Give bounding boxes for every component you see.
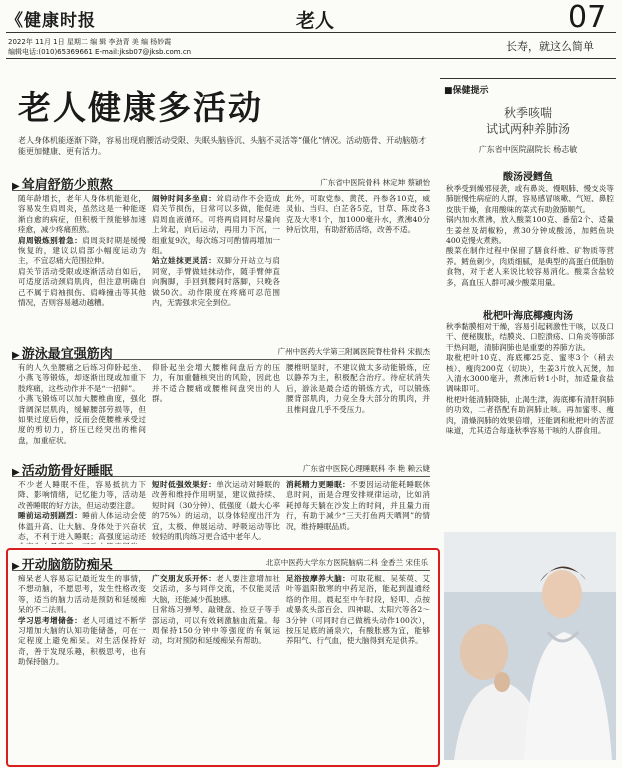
recipe-1-title: 酸汤浸鳕鱼 xyxy=(503,172,553,183)
sidebar-byline: 广东省中医院副院长 杨志敏 xyxy=(478,145,578,154)
triangle-icon: ▶ xyxy=(12,467,20,478)
s1-col1-text: 随年龄增长，老年人身体机能退化，容易发生肩周炎，虽然这是一种能逐渐自愈的病症，但积极干预能够加速痊愈，减少疼痛煎熬。 xyxy=(18,194,146,235)
section-title-3-text: 活动筋骨好睡眠 xyxy=(21,464,113,479)
masthead-logo: 《健康时报 xyxy=(6,11,96,31)
sidebar-heading-text: 保健提示 xyxy=(452,86,489,96)
lead-paragraph: 老人身体机能逐渐下降，容易出现肩腰活动受限、失眠头脑昏沉、头脑不灵活等“僵化”情况。活动筋骨、开动脑筋才能更加健康、更有活力。 xyxy=(18,136,427,156)
square-icon: ■ xyxy=(444,86,453,96)
section-4-col-2 xyxy=(152,574,280,758)
s1-col1b-label: 肩周锻炼别着急： xyxy=(18,235,83,245)
recipe-2-body xyxy=(446,322,614,528)
caregiver-elderly-photo xyxy=(444,532,616,760)
s3-col1b-label: 睡前运动别剧烈： xyxy=(18,511,83,521)
date-line: 2022年 11月 1日 星期二 编 辑 李劲青 美 编 杨妙霞 xyxy=(8,38,172,46)
s4-col2-label: 广交朋友乐开怀： xyxy=(152,574,217,583)
s1-col2b-text: 双脚分开站立与肩同宽，手臂做娃抹动作，随手臂伸直向胸脚，手回到腰间时落脚，只晚各做50次。动作限度在疼痛可忍范围内，无需强求完全到位。 xyxy=(152,256,280,308)
masthead-divider xyxy=(6,32,616,33)
section-4-col-1 xyxy=(18,574,146,758)
s1-col3-text: 此外，可取党参、黄芪、丹参各10克，威灵仙、当归、白芷各5克，甘草、陈皮各3克及大枣1个，加1000毫升水，煮沸40分钟后饮用，有助舒筋活络，改善不适。 xyxy=(286,194,430,235)
section-rule-3 xyxy=(12,476,430,477)
section-rule-1 xyxy=(12,190,430,191)
triangle-icon: ▶ xyxy=(12,181,20,192)
sidebar-top-rule xyxy=(440,78,616,79)
s1-col2-text: 耸肩动作不会造成肩关节损伤，日常可以多做，能促进肩周血液循环。可将两肩同时尽量向上耸起，向后运动，再用力下沉，一组重复9次，每次练习可酌情再增加一组。 xyxy=(152,194,280,256)
section-rule-4 xyxy=(12,570,430,571)
triangle-icon: ▶ xyxy=(12,350,20,361)
meta-divider xyxy=(6,58,616,59)
page-number: 07 xyxy=(568,0,607,35)
recipe-1-text3: 酸菜在制作过程中保留了膳食纤维、矿物质等营养。鳕鱼刺少，肉质细腻，是典型的高蛋白低脂肪食物，对于老人来说比较容易消化。酸菜含盐较多，高血压人群可减少酸菜用量。 xyxy=(446,246,614,287)
s4-col1-text: 痴呆老人容易忘记最近发生的事情，不想动脑，不愿思考，发生性格改变等，适当的脑力活动是预防和延缓痴呆的不二法则。 xyxy=(18,574,146,615)
s3-col2-label: 短时低强效果好： xyxy=(152,480,217,489)
recipe-1-body xyxy=(446,184,614,304)
s3-col1-text: 不少老人睡眠不佳，容易抵抗力下降、影响情绪，记忆能力等，活动是改善睡眠的好方法，但运动要注意。 xyxy=(18,480,146,510)
section-byline-4: 北京中医药大学东方医院脑病二科 金香兰 宋佳乐 xyxy=(265,558,428,567)
section-title-1-text: 耸肩舒筋少煎熬 xyxy=(21,178,113,193)
s2-col2-text: 仰卧起坐会增大腰椎间盘后方的压力，有加重髓核突出的风险，因此也并不适合腰痛或腰椎间盘突出的人群。 xyxy=(152,363,280,404)
s1-col2-label: 闹钟时间多坐肩： xyxy=(152,194,217,203)
s4-col2-text: 老人要注意增加社交活动，多与同伴交流，不仅能灵活大脑，还能减少孤独感。 xyxy=(152,574,280,604)
sidebar-title-2: 试试两种养肺汤 xyxy=(485,122,570,136)
section-1-col-3 xyxy=(286,194,430,342)
s1-col2b-label: 站立娃抹更灵活： xyxy=(152,256,217,266)
s3-col3-label: 消耗精力更睡眠： xyxy=(286,480,351,489)
s1-col1c-text: 肩关节活动受限或逐渐活动自如后，可适度活动颈肩肌肉，但注意明确自己不属于肩袖损伤、肩峰撞击等其他情况，否则容易越动越糟。 xyxy=(18,266,146,308)
page-slogan: 长寿，就这么简单 xyxy=(506,40,594,53)
recipe-1-text: 秋季受到燥邪侵袭，或有鼻炎、慢咽肺、慢支炎等肺脏慢性病症的人群，容易感冒咳嗽、气短、鼻腔皮肤干燥，食用酸味的菜式有助敛肺顺气。 xyxy=(446,184,614,214)
section-byline-1: 广东省中医院骨科 林定坤 蔡穎怡 xyxy=(320,178,430,187)
section-1-col-2 xyxy=(152,194,280,342)
section-rule-2 xyxy=(12,359,430,360)
triangle-icon: ▶ xyxy=(12,561,20,572)
recipe-2-text2: 取枇杷叶10克、海底椰25克、蜜枣3个（稍去核）、瘦肉200克（切块），生姜3片放入瓦煲，加入清水3000毫升，煮沸后转1小时，加适量食盐调味即可。 xyxy=(446,353,614,394)
s2-col3-text: 腰椎明显时，不建议做太多动能锻炼，应以静养为主，积极配合治疗。待症状消失后，游泳是最合适的锻炼方式，可以锻炼腰背部肌肉，力竞全身大部分的肌肉，并且椎间盘几乎不受压力。 xyxy=(286,363,430,414)
section-byline-3: 广东省中医院心理睡眠科 李 艳 赖云婕 xyxy=(302,464,430,473)
section-3-col-2 xyxy=(152,480,280,544)
contact-line: 编辑电话:(010)65369661 E-mail:jksb07@jksb.com.cn xyxy=(8,48,192,56)
section-title-2-text: 游泳最宜强筋肉 xyxy=(21,347,113,362)
s3-col1b-text: 睡前人体运动会使体温升高、让大脑、身体处于兴奋状态，不利于进入睡眠；高强度运动还 xyxy=(18,511,146,542)
section-2-col-1 xyxy=(18,363,146,457)
recipe-2-text3: 枇杷叶能清肺降肺，止渴生津，海底椰有清肝润肺的功效，二者搭配有助润肺止咳。再加蜜枣、瘦肉，清燥润肺的效果倍增，还能调和枇杷叶的苦涩味道，尤其适合每逢秋季容易干咳的人群食用。 xyxy=(446,394,614,436)
section-2-col-2 xyxy=(152,363,280,457)
s4-col3-label: 足浴按摩养大脑： xyxy=(286,574,351,583)
section-title-4-text: 开动脑筋防痴呆 xyxy=(21,558,113,573)
s2-col1-text: 有的人久坐腰痛之后练习仰卧起坐、小燕飞等锻炼，却逐渐出现或加重下肢疼痛，这些动作并不是“一招鲜”。 xyxy=(18,363,146,393)
section-3-col-1 xyxy=(18,480,146,544)
s4-col3-text: 可取花椒、吴茱萸、艾叶等温阳散寒的中药足浴，能起到温通经络的作用。晨起至中午时段，轻叩、点按或暴炙头部百会、四神聪、太阳穴等各2～3分钟（可同时自己做梳头动作100次），按压足底的涌泉穴，有酸胀感为宜，能够养阳气、行气血，使大脑得到充足供养。 xyxy=(286,574,430,646)
s4-col1b-label: 学习思考增储备： xyxy=(18,615,83,625)
section-byline-2: 广州中医药大学第三附属医院脊柱骨科 宋振杰 xyxy=(277,347,430,356)
page-headline: 老人健康多活动 xyxy=(18,88,263,127)
s3-col2-text: 单次运动对睡眠的改善和维持作用明显，建议做持续、短时间（30分钟）、低强度（最大心率的75%）的运动，以身体轻度出汗为宜，太极、伸展运动、呼吸运动等比较轻的肌肉练习更合适中老年人。 xyxy=(152,480,280,542)
section-1-col-1 xyxy=(18,194,146,342)
s2-col1b-text: 小燕飞锻炼可以加大腰椎曲度，强化背阔深层肌肉，缓解腰部劳损等，但如果过度后伸，反而会使腰椎承受过度的剪切力，挤压已经突出的椎间盘，加重症状。 xyxy=(18,394,146,445)
s1-col1b-text: 肩周炎时期是缓慢恢复的，建议以肩部小幅度运动为主，不宜忍痛大范围拉伸。 xyxy=(18,235,146,266)
section-name: 老人 xyxy=(296,10,335,32)
s4-col1b-text: 老人可通过不断学习增加大脑的认知功能储备，可在一定程度上避免痴呆。对生活保持好奇，善于发现乐趣，积极思考，也有助保持脑力。 xyxy=(18,615,146,667)
recipe-2-title: 枇杷叶海底椰瘦肉汤 xyxy=(483,311,573,322)
section-2-col-3 xyxy=(286,363,430,457)
s4-col2b-text: 日常练习弹琴、敲键盘、捡豆子等手部运动，可以有效刺激脑血流量。每周保持150分钟中等强度的有氧运动，均对预防和延缓痴呆有帮助。 xyxy=(152,605,280,646)
sidebar-title-1: 秋季咳喘 xyxy=(503,106,552,120)
recipe-1-text2: 锅内加水煮沸，放入酸菜100克、番茄2个、适量生姜丝及胡椒粉，煮30分钟成酸汤，加鳕鱼块400克慢火煮熟。 xyxy=(446,215,614,246)
section-4-col-3 xyxy=(286,574,430,758)
sidebar-heading xyxy=(444,83,489,96)
s3-col3-text: 不要因运动能耗睡眠休息时间，而是合理安排规律运动，比如消耗掉每天躺在沙发上的时间，并且量力而行，有助于减少“三天打鱼两天晒网”的情况，维持睡眠品质。 xyxy=(286,480,430,531)
section-3-col-3 xyxy=(286,480,430,544)
photo-illustration xyxy=(444,532,616,760)
recipe-2-text: 秋季黏膜相对干燥，容易引起刺激性干咳，以及口干、便秘腹胀，结膜炎、口腔溃疡、口角炎等肺部干热问题，清肺润肺也是重要的养肺方法。 xyxy=(446,322,614,352)
